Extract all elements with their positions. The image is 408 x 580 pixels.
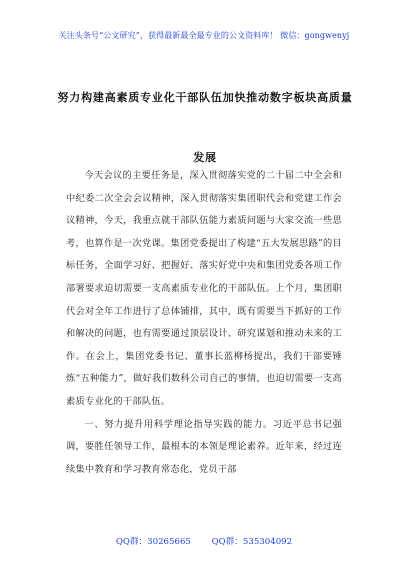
document-body (66, 165, 342, 481)
title-line-1: 努力构建高素质专业化干部队伍加快推动数字板块高质量 (57, 91, 353, 104)
paragraph-intro: 今天会议的主要任务是，深入贯彻落实党的二十届二中全会和中纪委二次全会会议精神，深入贯彻落实集团职代会和党建工作会议精神，今天，我重点就干部队伍能力素质问题与大家交流一些思考，也算作是一次党课。集团党委提出了构建“五大发展思路”的目标任务，全面学习好、把握好、落实好党中央和集团党委各项工作部署要求迫切需要一支高素质专业化的干部队伍。上个月，集团职代会对全年工作进行了总体铺排，其中，既有需要当下抓好的工作和解决的问题，也有需要通过顶层设计、研究谋划和推动未来的工作。在会上，集团党委书记、董事长蓝柳杨提出，我们干部要锤炼“五种能力”，做好我们数科公司自己的事情，也迫切需要一支高素质专业化的干部队伍。 (66, 170, 342, 407)
footer (0, 535, 408, 547)
footer-qq-group-2: QQ群：535304092 (211, 537, 293, 547)
header-banner: 关注头条号“公文研究”，获得最新最全最专业的公文资料库！ 微信：gongwenyj (58, 31, 350, 40)
paragraph-section-one: 一、努力提升用科学理论指导实践的能力。习近平总书记强调，要胜任领导工作，最根本的本领是理论素养。近年来，经过连续集中教育和学习教育常态化，党员干部 (66, 418, 342, 475)
footer-qq-group-1: QQ群：30265665 (115, 537, 191, 547)
title-line-2: 发展 (193, 151, 217, 164)
